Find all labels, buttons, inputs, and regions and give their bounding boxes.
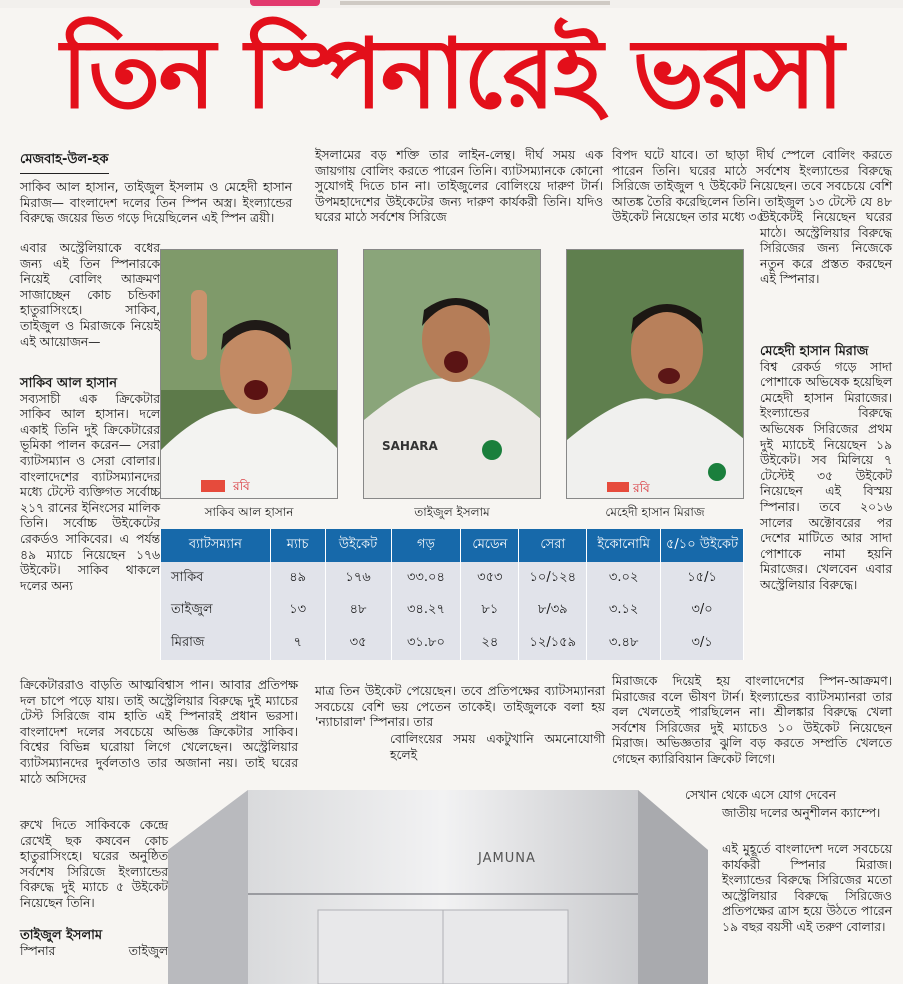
col2-para-2: মাত্র তিন উইকেট পেয়েছেন। তবে প্রতিপক্ষের ব্যাটসম্যানরা সবচেয়ে বেশি ভয় পেতেন তাকেই। তাইজুলকে বলা হয় 'ন্যাচারাল' স্পিনার। তার (315, 684, 605, 730)
column-header: ব্যাটসম্যান (161, 529, 271, 562)
top-strip (0, 0, 903, 8)
jersey-sponsor-3: রবি (633, 481, 650, 495)
col1-section-taijul (20, 928, 168, 959)
col3-para-7: এই মুহূর্তে বাংলাদেশ দলে সবচেয়ে কার্যকরী স্পিনার মিরাজ। ইংল্যান্ডের বিরুদ্ধে সিরিজের মতো অস্ট্রেলিয়ার বিরুদ্ধে সিরিজেও প্রতিপক্ষের ত্রাস হয়ে উঠতে পারেন ১৯ বছর বয়সী এই তরুণ বোলার। (722, 842, 892, 934)
table-cell: ১০/১২৪ (519, 562, 587, 595)
col1-taijul-text: স্পিনার তাইজুল (20, 943, 168, 958)
table-cell: ৮/৩৯ (519, 595, 587, 628)
subhead-miraz: মেহেদী হাসান মিরাজ (760, 344, 869, 359)
table-cell: তাইজুল (161, 595, 271, 628)
table-cell: ৩/১ (661, 627, 744, 660)
table-cell: মিরাজ (161, 627, 271, 660)
subhead-taijul: তাইজুল ইসলাম (20, 928, 103, 943)
jersey-sponsor-2: SAHARA (382, 439, 438, 453)
table-row (161, 627, 744, 660)
table-cell: ৩৫৩ (461, 562, 519, 595)
table-cell: ৪৯ (270, 562, 325, 595)
table-cell: ৩.০২ (587, 562, 661, 595)
table-cell: ৪৮ (325, 595, 391, 628)
headline: তিন স্পিনারেই ভরসা (60, 17, 843, 130)
photo-miraz (566, 249, 744, 499)
col1-para-2: এবার অস্ট্রেলিয়াকে বধের জন্য এই তিন স্পিনারকে নিয়েই বোলিং আক্রমণ সাজাচ্ছেন কোচ চন্ডিকা হাতুরাসিংহে। সাকিব, তাইজুল ও মিরাজকে নিয়েই এই আয়োজন— (20, 241, 160, 349)
col3-para-2: উইকেটই নিয়েছেন ঘরের মাঠে। অস্ট্রেলিয়ার বিরুদ্ধে সিরিজের জন্য নিজেকে নতুন করে প্রস্তত করছেন এই স্পিনার। (760, 210, 892, 287)
column-header: সেরা (519, 529, 587, 562)
advertisement-fridge (168, 790, 728, 984)
table-cell: ১৭৬ (325, 562, 391, 595)
table-cell: ১২/১৫৯ (519, 627, 587, 660)
column-header: গড় (391, 529, 461, 562)
col1-section-shakib (20, 376, 160, 594)
col2-para-1: ইসলামের বড় শক্তি তার লাইন-লেন্থ। দীর্ঘ সময় এক জায়গায় বোলিং করতে পারেন তিনি। ব্যাটসম্যানকে কোনো সুযোগই দিতে চান না। তাইজুলের বোলিংয়ে দারুণ টার্ন। উপমহাদেশের উইকেটের জন্য দারুণ কার্যকরী তিনি। যদিও ঘরের মাঠে সর্বশেষ সিরিজে (315, 148, 603, 225)
table-cell: ৩৪.২৭ (391, 595, 461, 628)
caption-miraz: মেহেদী হাসান মিরাজ (605, 505, 705, 519)
table-cell: ৮১ (461, 595, 519, 628)
col3-miraz-text: বিশ্ব রেকর্ড গড়ে সাদা পোশাকে অভিষেক হয়েছিল মেহেদী হাসান মিরাজের। ইংল্যান্ডের বিরুদ্ধে অভিষেক সিরিজের প্রথম দুই ম্যাচেই নিয়েছেন ১৯ উইকেট। সব মিলিয়ে ৭ টেস্টেই ৩৫ উইকেট নিয়েছেন এই বিস্ময় স্পিনার। তবে ২০১৬ সালের অক্টোবরের পর দেশের মাটিতে আর সাদা পোশাকে নামা হয়নি মিরাজের। খেলবেন এবার অস্ট্রেলিয়ার বিরুদ্ধে। (760, 359, 892, 592)
byline: মেজবাহ-উল-হক (20, 150, 109, 174)
header-line (340, 1, 610, 5)
col1-shakib-text: সব্যসাচী এক ক্রিকেটার সাকিব আল হাসান। দলে একাই তিনি দুই ক্রিকেটারের ভূমিকা পালন করেন— সেরা ব্যাটসম্যান ও সেরা বোলার। বাংলাদেশের ব্যাটসম্যানদের মধ্যে টেস্টে ব্যক্তিগত সর্বোচ্চ ২১৭ রানের ইনিংসের মালিক তিনি। সর্বোচ্চ উইকেটের রেকর্ডও সাকিবের। এ পর্যন্ত ৪৯ ম্যাচে নিয়েছেন ১৭৬ উইকেট। সাকিব থাকলে দলের অন্য (20, 391, 160, 593)
col3-para-6: জাতীয় দলের অনুশীলন ক্যাম্পে। (722, 806, 881, 820)
table-cell: সাকিব (161, 562, 271, 595)
cricketer-photo-icon (567, 250, 744, 499)
table-cell: ৩৫ (325, 627, 391, 660)
column-header: ৫/১০ উইকেট (661, 529, 744, 562)
column-header: উইকেট (325, 529, 391, 562)
col1-para-4: ক্রিকেটাররাও বাড়তি আত্মবিশ্বাস পান। আবার প্রতিপক্ষ দল চাপে পড়ে যায়। তাই অস্ট্রেলিয়ার বিরুদ্ধে দুই ম্যাচের টেস্ট সিরিজে বাম হাতি এই স্পিনারই প্রধান ভরসা। বাংলাদেশ দলের সবচেয়ে অভিজ্ঞ ক্রিকেটার সাকিব। বিশ্বের বিভিন্ন ঘরোয়া লিগে খেলেছেন। অস্ট্রেলিয়ার ব্যাটসম্যানদের দুর্বলতাও তার অজানা নয়। তাই ঘরের মাঠে অসিদের (20, 678, 298, 786)
subhead-shakib: সাকিব আল হাসান (20, 376, 118, 391)
fridge-icon (168, 790, 728, 984)
table-row (161, 595, 744, 628)
table-cell: ২৪ (461, 627, 519, 660)
photo-shakib (160, 249, 338, 499)
table-cell: ৩.৪৮ (587, 627, 661, 660)
photo-taijul (363, 249, 541, 499)
column-header: ম্যাচ (270, 529, 325, 562)
caption-taijul: তাইজুল ইসলাম (414, 505, 490, 519)
cricketer-photo-icon (161, 250, 338, 499)
column-header: মেডেন (461, 529, 519, 562)
col1-para-5: রুখে দিতে সাকিবকে কেন্দ্রে রেখেই ছক কষবেন কোচ হাতুরাসিংহে। ঘরের অনুষ্ঠিত সর্বশেষ সিরিজে ইংল্যান্ডের বিরুদ্ধে দুই ম্যাচে ৫ উইকেট নিয়েছেন তিনি। (20, 818, 168, 910)
table-cell: ৭ (270, 627, 325, 660)
table-cell: ১৩ (270, 595, 325, 628)
table-cell: ১৫/১ (661, 562, 744, 595)
col3-para-5: সেখান থেকে এসে যোগ দেবেন (685, 788, 836, 802)
column-header: ইকোনোমি (587, 529, 661, 562)
ad-brand: JAMUNA (478, 851, 536, 866)
table-cell: ৩.১২ (587, 595, 661, 628)
table-cell: ৩৩.০৪ (391, 562, 461, 595)
table-cell: ৩১.৮০ (391, 627, 461, 660)
table-cell: ৩/০ (661, 595, 744, 628)
col1-intro: সাকিব আল হাসান, তাইজুল ইসলাম ও মেহেদী হাসান মিরাজ— বাংলাদেশ দলের তিন স্পিন অস্ত্র। ইংল্যান্ডের বিরুদ্ধে জয়ের ভিত গড়ে দিয়েছিলেন এই স্পিন ত্রয়ী। (20, 180, 292, 226)
col3-section-miraz (760, 344, 892, 594)
jersey-sponsor-1: রবি (233, 479, 250, 493)
caption-shakib: সাকিব আল হাসান (204, 505, 294, 519)
col2-para-3: বোলিংয়ের সময় একটুখানি অমনোযোগী হলেই (390, 732, 605, 762)
col3-para-1: বিপদ ঘটে যাবে। তা ছাড়া দীর্ঘ স্পেলে বোলিং করতে পারেন তিনি। ঘরের মাঠে সর্বশেষ ইংল্যান্ডের বিরুদ্ধে সিরিজে তাইজুল ৭ উইকেট নিয়েছেন। তবে সবচেয়ে বেশি আতঙ্ক তৈরি করেছিলেন তিনি। তাইজুল ১৩ টেস্টে যে ৪৮ উইকেট নিয়েছেন তার মধ্যে ৩৫ (612, 148, 892, 225)
section-tag (250, 0, 320, 6)
col3-para-4: মিরাজকে দিয়েই হয় বাংলাদেশের স্পিন-আক্রমণ। মিরাজের বলে ভীষণ টার্ন। ইংল্যান্ডের ব্যাটসম্যানরা তার বল খেলতেই পারছিলেন না। শ্রীলঙ্কার বিরুদ্ধে খেলা সর্বশেষ সিরিজের দুই ম্যাচেও ১০ উইকেট নিয়েছেন মিরাজ। অভিজ্ঞতার ঝুলি বড় করতে সম্প্রতি খেলতে গেছেন ক্যারিবিয়ান ক্রিকেট লিগে। (612, 674, 892, 766)
cricketer-photo-icon (364, 250, 541, 499)
table-row (161, 562, 744, 595)
table-header-row (161, 529, 744, 562)
stats-table (160, 529, 744, 660)
